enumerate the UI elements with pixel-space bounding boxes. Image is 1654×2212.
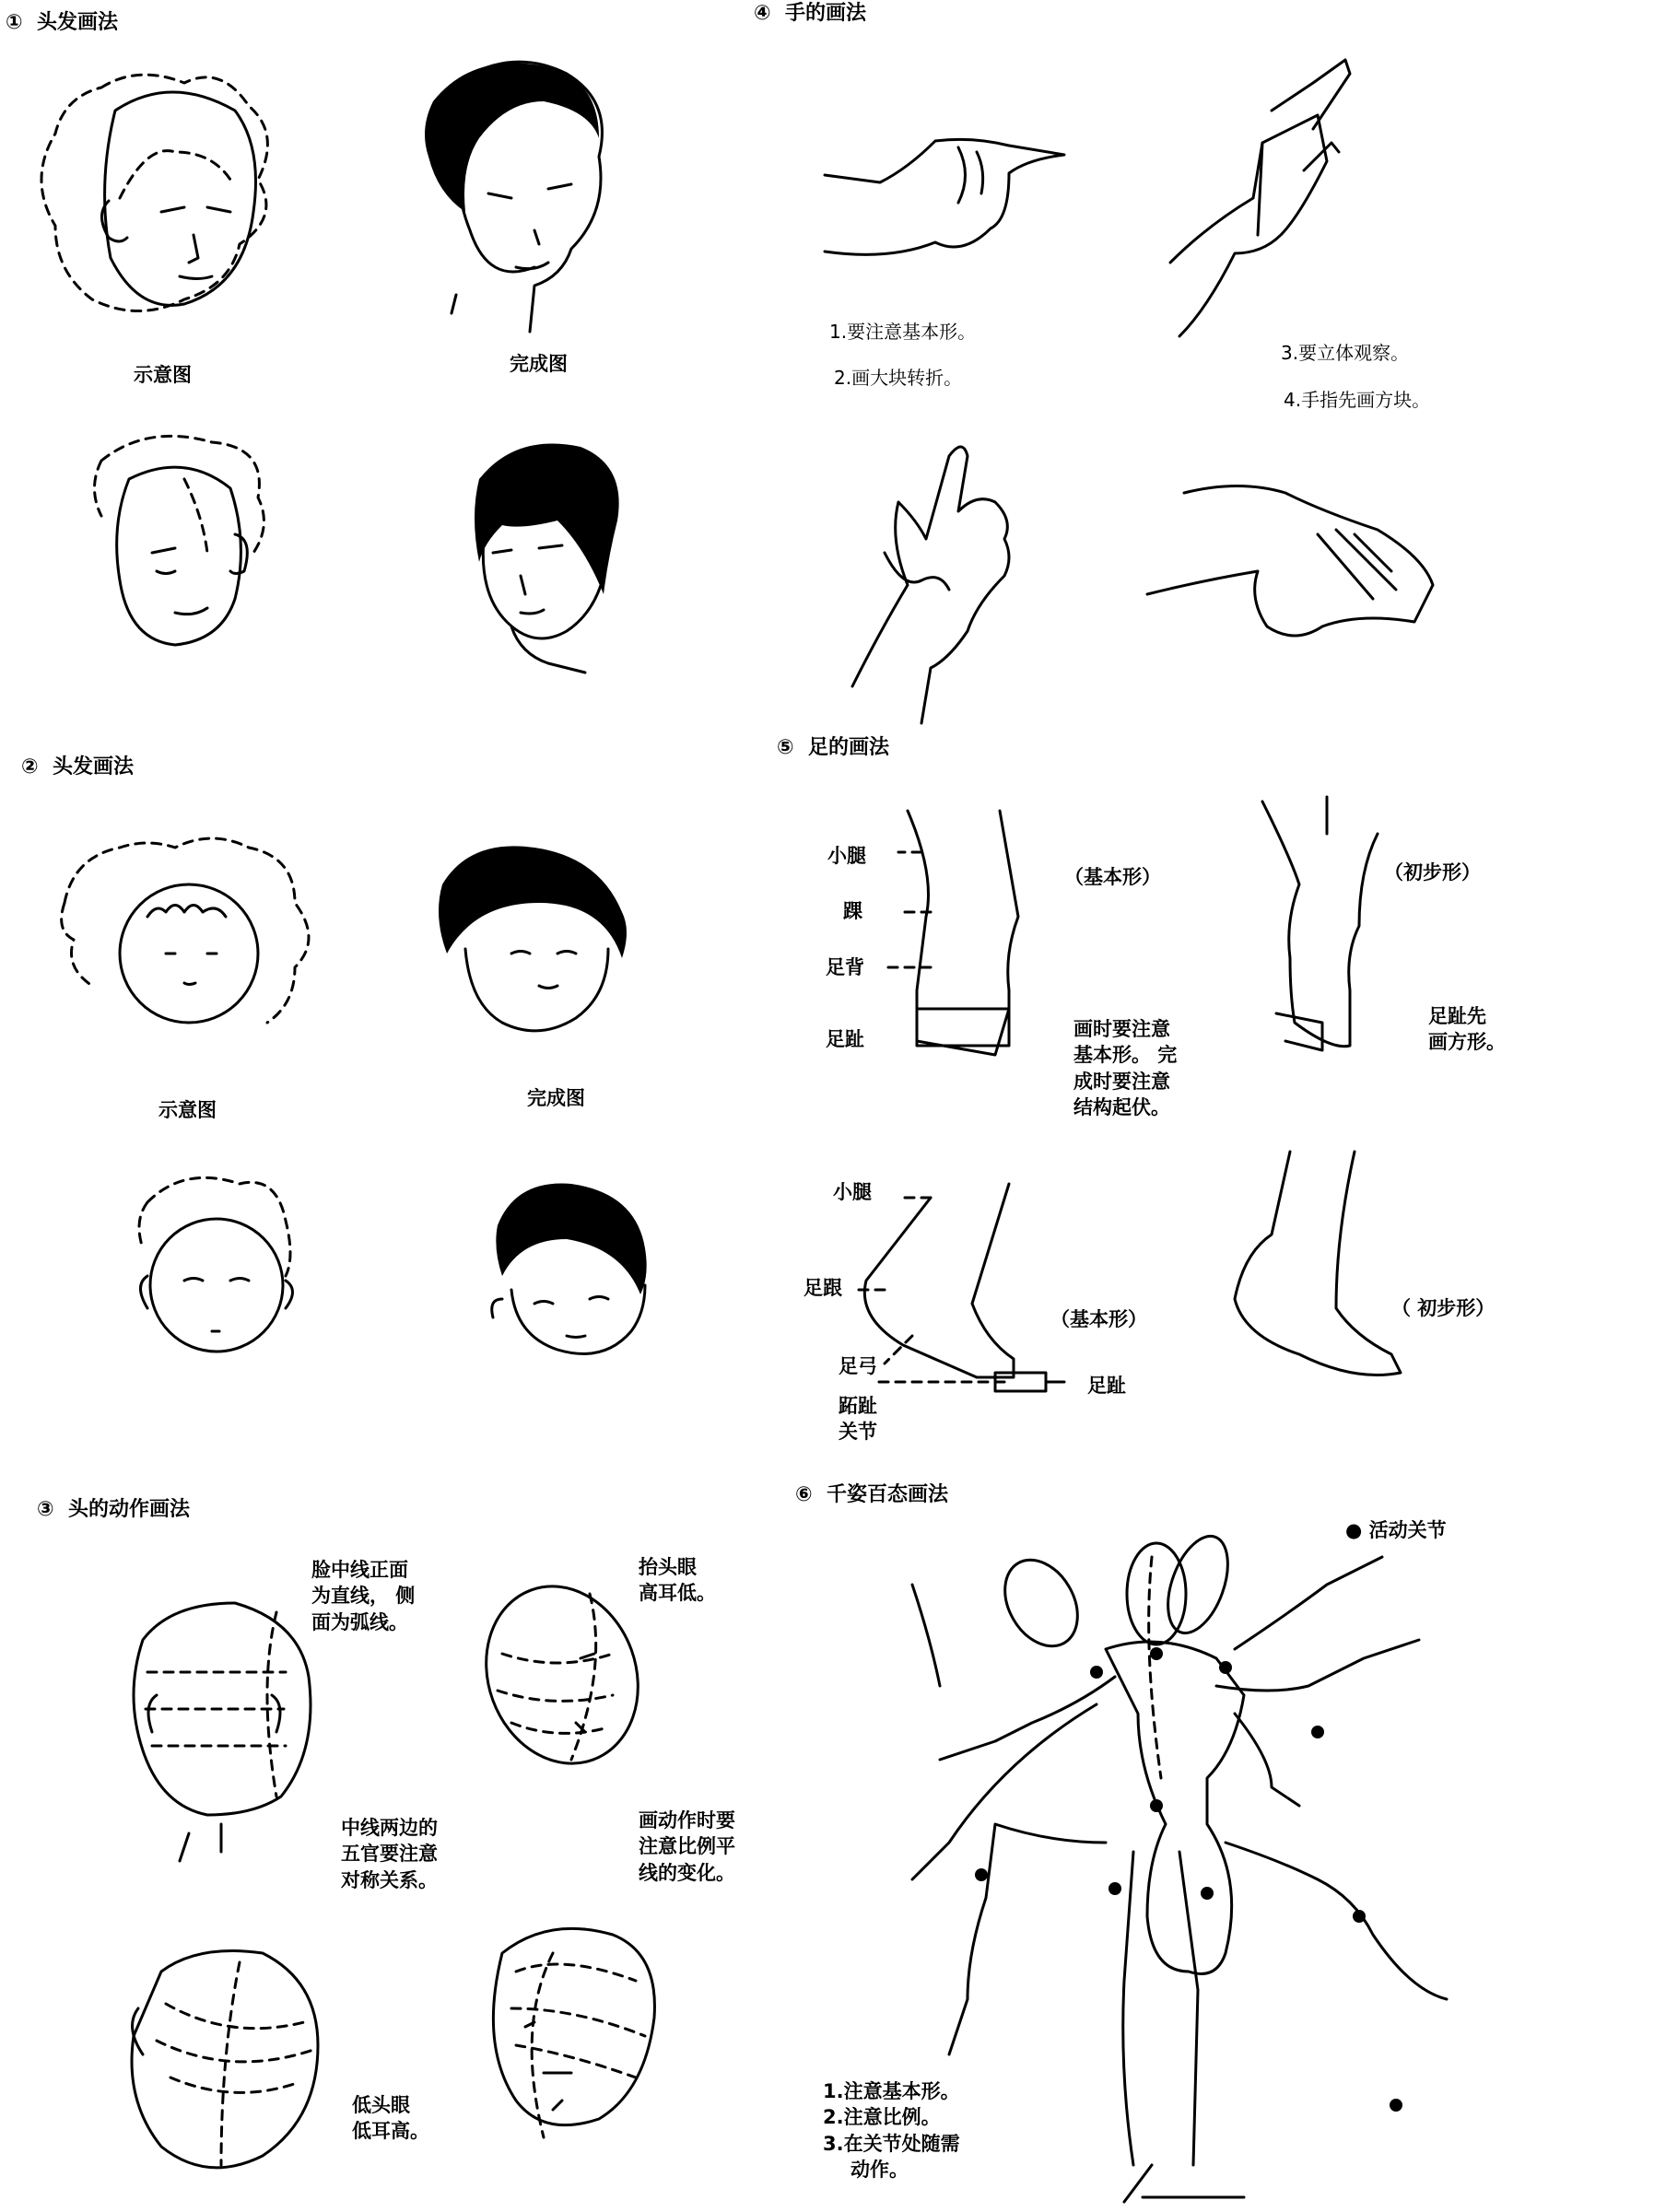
foot-toe-note: 足趾先 画方形。 <box>1428 1005 1506 1054</box>
section-3-note-look-down: 低头眼 低耳高。 <box>352 2094 429 2143</box>
pose-tips: 1.注意基本形。 2.注意比例。 3.在关节处随需 动作。 <box>823 2080 960 2182</box>
section-3-note-midline: 脸中线正面 为直线， 侧 面为弧线。 <box>311 1559 416 1633</box>
foot-label-toe: 足趾 <box>826 1028 864 1050</box>
hand-pointing-side <box>825 139 1064 254</box>
hand-tip-4: 4.手指先画方块。 <box>1284 389 1431 411</box>
hand-tip-2: 2.画大块转折。 <box>834 367 963 389</box>
foot2-label-heel: 足跟 <box>804 1277 842 1299</box>
section-3-heading: ③ 头的动作画法 <box>37 1498 190 1521</box>
mannequin-figure <box>912 1528 1447 2202</box>
hand-blocky-side <box>1147 486 1433 637</box>
head-look-up <box>462 1565 662 1785</box>
section-3-note-symmetry: 中线两边的 五官要注意 对称关系。 <box>341 1817 438 1891</box>
foot-label-instep: 足背 <box>826 956 864 978</box>
foot-basic-shape-label: （基本形） <box>1064 866 1161 888</box>
foot-initial-shape-1 <box>1262 797 1378 1050</box>
woman-head-finished-3q <box>475 444 619 673</box>
section-4-heading: ④ 手的画法 <box>754 2 866 25</box>
woman-head-finished-front <box>425 62 602 332</box>
hand-palm-up <box>852 447 1009 723</box>
child-head-schematic-front <box>62 838 309 1023</box>
head-look-down <box>493 1928 654 2137</box>
child-head-schematic-3q <box>139 1177 293 1352</box>
section-1-caption-schematic: 示意图 <box>134 364 192 386</box>
foot-label-ankle: 踝 <box>843 900 862 922</box>
hand-tip-1: 1.要注意基本形。 <box>829 321 977 343</box>
foot2-label-mtp: 跖趾 关节 <box>839 1395 877 1444</box>
foot2-initial-shape-label: （ 初步形） <box>1391 1297 1496 1319</box>
foot-initial-shape-2 <box>1235 1152 1401 1375</box>
joint-legend: ● 活动关节 <box>1345 1519 1447 1541</box>
head-tilted-3q <box>132 1951 318 2168</box>
child-head-finished-front <box>439 846 627 1031</box>
woman-head-schematic-3q <box>95 436 264 645</box>
section-6-heading: ⑥ 千姿百态画法 <box>795 1483 948 1506</box>
section-2-caption-schematic: 示意图 <box>158 1099 217 1121</box>
section-3-note-look-up: 抬头眼 高耳低。 <box>639 1556 716 1605</box>
section-2-caption-finished: 完成图 <box>527 1087 585 1109</box>
hand-blocky-fingers <box>1170 60 1350 336</box>
foot2-basic-shape-label: （基本形） <box>1050 1308 1147 1330</box>
foot2-label-calf: 小腿 <box>833 1181 872 1203</box>
joint-dot-icon: ● <box>1345 1519 1363 1541</box>
foot2-label-arch: 足弓 <box>839 1355 877 1377</box>
section-3-note-proportion: 画动作时要 注意比例平 线的变化。 <box>639 1809 735 1884</box>
section-2-heading: ② 头发画法 <box>21 755 134 778</box>
foot-note: 画时要注意 基本形。 完 成时要注意 结构起伏。 <box>1073 1018 1178 1119</box>
section-1-heading: ① 头发画法 <box>6 11 118 34</box>
section-1-caption-finished: 完成图 <box>510 353 568 375</box>
foot-basic-shape-2 <box>857 1184 1064 1391</box>
woman-head-schematic-front <box>41 75 267 310</box>
foot2-label-toe: 足趾 <box>1087 1375 1126 1397</box>
head-front-midline <box>134 1603 311 1861</box>
hand-tip-3: 3.要立体观察。 <box>1281 342 1410 364</box>
foot-label-calf: 小腿 <box>827 845 866 867</box>
child-head-finished-3q <box>492 1184 647 1354</box>
foot-initial-shape-label: （初步形） <box>1384 861 1481 884</box>
foot-basic-shape-1 <box>885 811 1018 1055</box>
section-5-heading: ⑤ 足的画法 <box>777 736 889 759</box>
